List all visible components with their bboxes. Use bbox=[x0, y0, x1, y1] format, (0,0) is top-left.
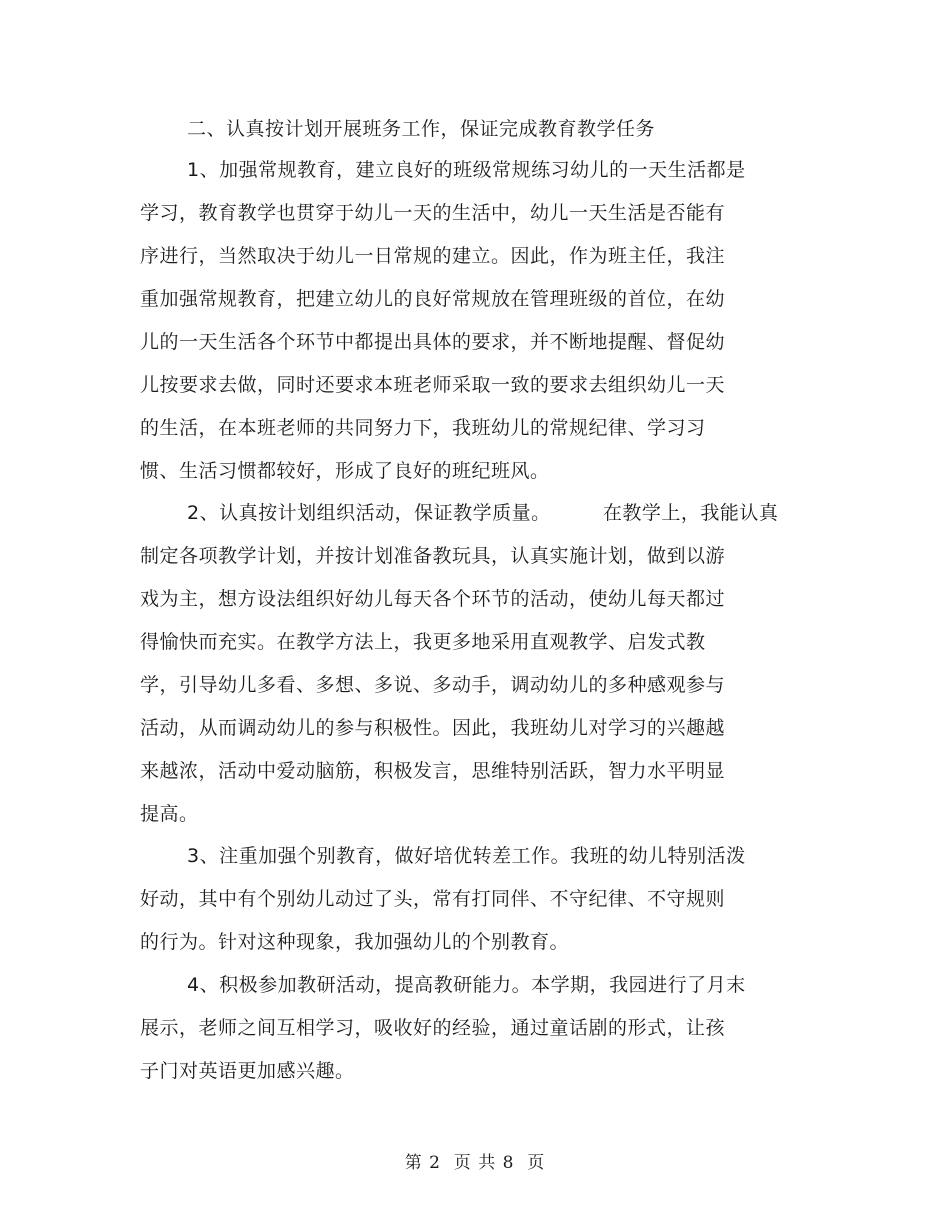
paragraph-line: 学习，教育教学也贯穿于幼儿一天的生活中，幼儿一天生活是否能有 bbox=[140, 202, 726, 224]
paragraph-line: 学，引导幼儿多看、多想、多说、多动手，调动幼儿的多种感观参与 bbox=[140, 674, 726, 696]
paragraph-line: 2、认真按计划组织活动，保证教学质量。 在教学上，我能认真 bbox=[187, 502, 779, 524]
paragraph-line: 4、积极参加教研活动，提高教研能力。本学期，我园进行了月末 bbox=[187, 974, 746, 996]
paragraph-line: 展示，老师之间互相学习，吸收好的经验，通过童话剧的形式，让孩 bbox=[140, 1017, 726, 1039]
paragraph-line: 儿按要求去做，同时还要求本班老师采取一致的要求去组织幼儿一天 bbox=[140, 374, 726, 396]
paragraph-line: 1、加强常规教育，建立良好的班级常规练习幼儿的一天生活都是 bbox=[187, 159, 746, 181]
paragraph-line: 重加强常规教育，把建立幼儿的良好常规放在管理班级的首位，在幼 bbox=[140, 288, 726, 310]
paragraph-line: 制定各项教学计划，并按计划准备教玩具，认真实施计划，做到以游 bbox=[140, 545, 726, 567]
paragraph-line: 序进行，当然取决于幼儿一日常规的建立。因此，作为班主任，我注 bbox=[140, 245, 726, 267]
page-number-footer: 第 2 页 共 8 页 bbox=[404, 1153, 546, 1173]
paragraph-line: 的行为。针对这种现象，我加强幼儿的个别教育。 bbox=[140, 931, 570, 953]
paragraph-line: 儿的一天生活各个环节中都提出具体的要求，并不断地提醒、督促幼 bbox=[140, 331, 726, 353]
section-heading: 二、认真按计划开展班务工作，保证完成教育教学任务 bbox=[187, 118, 656, 140]
paragraph-line: 得愉快而充实。在教学方法上，我更多地采用直观教学、启发式教 bbox=[140, 631, 706, 653]
paragraph-line: 3、注重加强个别教育，做好培优转差工作。我班的幼儿特别活泼 bbox=[187, 845, 746, 867]
paragraph-line: 好动，其中有个别幼儿动过了头，常有打同伴、不守纪律、不守规则 bbox=[140, 888, 726, 910]
paragraph-line: 提高。 bbox=[140, 803, 199, 825]
paragraph-line: 子门对英语更加感兴趣。 bbox=[140, 1060, 355, 1082]
paragraph-line: 戏为主，想方设法组织好幼儿每天各个环节的活动，使幼儿每天都过 bbox=[140, 588, 726, 610]
paragraph-line: 来越浓，活动中爱动脑筋，积极发言，思维特别活跃，智力水平明显 bbox=[140, 760, 726, 782]
paragraph-line: 的生活，在本班老师的共同努力下，我班幼儿的常规纪律、学习习 bbox=[140, 417, 706, 439]
paragraph-line: 惯、生活习惯都较好，形成了良好的班纪班风。 bbox=[140, 460, 550, 482]
paragraph-line: 活动，从而调动幼儿的参与积极性。因此，我班幼儿对学习的兴趣越 bbox=[140, 717, 726, 739]
